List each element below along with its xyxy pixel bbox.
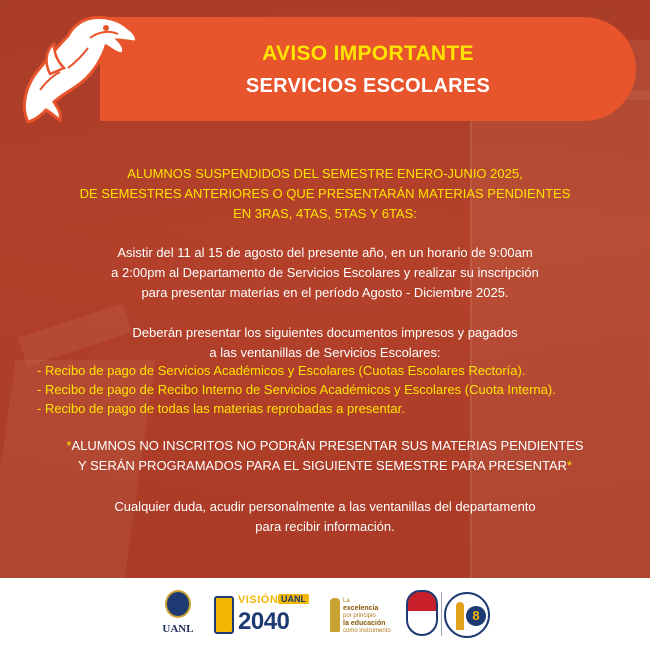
banner-title: AVISO IMPORTANTE — [262, 42, 474, 65]
banner-subtitle: SERVICIOS ESCOLARES — [245, 75, 491, 97]
prepa-number: 8 — [466, 606, 486, 626]
vision-2040-logo — [214, 594, 310, 642]
school-shield-logo — [406, 590, 438, 638]
heading-line: EN 3RAS, 4TAS, 5TAS Y 6TAS: — [233, 206, 417, 221]
uanl-logo-text: UANL — [162, 623, 194, 635]
list-item: - Recibo de pago de Recibo Interno de Servicios Académicos y Escolares (Cuota Interna). — [37, 382, 556, 397]
paragraph-line: Asistir del 11 al 15 de agosto del presente año, en un horario de 9:00am — [117, 245, 533, 260]
warning-line: *ALUMNOS NO INSCRITOS NO PODRÁN PRESENTAR SUS MATERIAS PENDIENTES — [66, 438, 584, 453]
warning-line: Y SERÁN PROGRAMADOS PARA EL SIGUIENTE SEMESTRE PARA PRESENTAR* — [77, 458, 573, 473]
notice-heading — [0, 164, 650, 224]
warning-notice — [0, 436, 650, 476]
paragraph-line: para recibir información. — [255, 519, 395, 534]
school-shield-icon — [406, 590, 438, 636]
flame-icon — [456, 602, 464, 630]
uanl-logo — [158, 590, 198, 640]
vision-uanl-tag: UANL — [278, 594, 309, 604]
paragraph-line: para presentar materias en el período Agosto - Diciembre 2025. — [141, 285, 509, 300]
list-item: - Recibo de pago de Servicios Académicos y Escolares (Cuotas Escolares Rectoría). — [37, 363, 526, 378]
prepa-8-emblem-icon — [444, 592, 490, 638]
vision-2040-badge-icon — [214, 596, 234, 634]
documents-list — [37, 361, 556, 418]
heading-line: ALUMNOS SUSPENDIDOS DEL SEMESTRE ENERO-JUNIO 2025, — [127, 166, 523, 181]
torch-icon — [330, 598, 340, 632]
contact-paragraph — [0, 497, 650, 537]
paragraph-line: a 2:00pm al Departamento de Servicios Escolares y realizar su inscripción — [111, 265, 539, 280]
heading-line: DE SEMESTRES ANTERIORES O QUE PRESENTARÁN MATERIAS PENDIENTES — [79, 186, 571, 201]
asterisk: * — [567, 458, 573, 473]
documents-intro — [0, 323, 650, 363]
excellence-logo — [330, 596, 394, 636]
paragraph-line: a las ventanillas de Servicios Escolares: — [209, 345, 441, 360]
prepa-8-logo — [444, 592, 490, 638]
vision-word: VISIÓN — [238, 594, 279, 606]
logo-divider — [441, 592, 442, 636]
asterisk: * — [66, 438, 72, 453]
vision-year: 2040 — [238, 608, 290, 635]
paragraph-line: Deberán presentar los siguientes documentos impresos y pagados — [132, 325, 518, 340]
paragraph-line: Cualquier duda, acudir personalmente a las ventanillas del departamento — [114, 499, 536, 514]
logo-footer — [0, 578, 650, 650]
schedule-paragraph — [0, 243, 650, 303]
list-item: - Recibo de pago de todas las materias reprobadas a presentar. — [37, 401, 405, 416]
uanl-seal-icon — [165, 590, 191, 618]
excellence-motto: La excelencia por principio la educación como instrumento — [343, 598, 391, 634]
